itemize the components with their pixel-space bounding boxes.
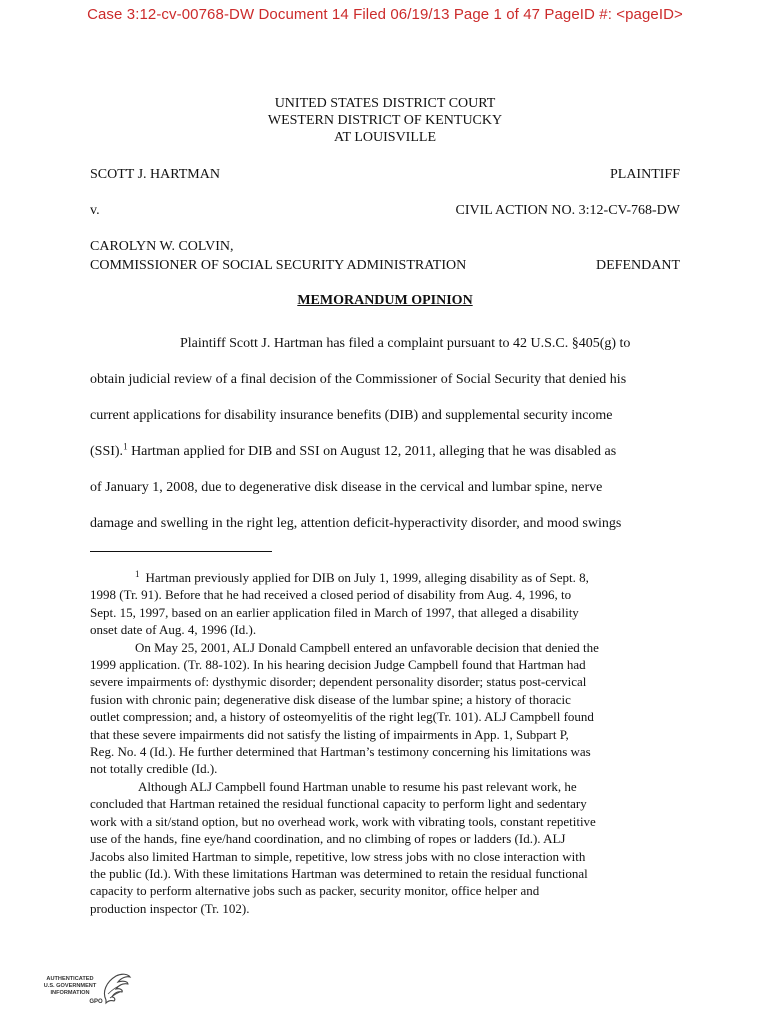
body-line: current applications for disability insurance benefits (DIB) and supplemental security income (90, 408, 613, 423)
versus: v. (90, 203, 100, 218)
footnote-line: use of the hands, fine eye/hand coordination, and no climbing of ropes or ladders (Id.). ALJ (90, 831, 566, 847)
document-title: MEMORANDUM OPINION (297, 293, 473, 308)
footnote-paragraph-1 (90, 569, 684, 639)
court-name: UNITED STATES DISTRICT COURT (274, 96, 496, 111)
footnote-paragraph-3 (90, 778, 684, 917)
court-caption (0, 95, 770, 146)
footnote-line: Jacobs also limited Hartman to simple, repetitive, low stress jobs with no close interaction with (90, 848, 586, 864)
footnote-line: Sept. 15, 1997, based on an earlier application filed in March of 1997, that alleged a disability (90, 604, 579, 620)
seal-line-2: U.S. GOVERNMENT (44, 983, 97, 989)
footnote-line: work with a sit/stand option, but no overhead work, work with vibrating tools, constant repetitive (90, 813, 596, 829)
footnote-line: that these severe impairments did not satisfy the listing of impairments in App. 1, Subpart P, (90, 726, 569, 742)
footnote-line: outlet compression; and, a history of osteomyelitis of the right leg(Tr. 101). ALJ Campbell found (90, 709, 594, 725)
defendant-name: CAROLYN W. COLVIN, (90, 239, 234, 254)
gpo-eagle-icon (44, 970, 134, 1010)
court-district: WESTERN DISTRICT OF KENTUCKY (267, 113, 503, 128)
footnote-reference[interactable]: 1 (123, 441, 128, 452)
body-line: of January 1, 2008, due to degenerative disk disease in the cervical and lumbar spine, nerve (90, 480, 603, 495)
body-line: obtain judicial review of a final decision of the Commissioner of Social Security that denied his (90, 372, 627, 387)
footnote-text: Hartman previously applied for DIB on July 1, 1999, alleging disability as of Sept. 8, (145, 570, 589, 585)
seal-line-3: INFORMATION (50, 990, 90, 996)
footnote-divider (90, 551, 272, 552)
defendant-label: DEFENDANT (596, 258, 680, 273)
footnote-line (90, 569, 684, 586)
footnote-line: Reg. No. 4 (Id.). He further determined that Hartman’s testimony concerning his limitations was (90, 744, 591, 760)
footnote-paragraph-2 (90, 639, 684, 778)
footnote-line: On May 25, 2001, ALJ Donald Campbell entered an unfavorable decision that denied the (135, 639, 599, 655)
footnote-line: severe impairments of: dysthymic disorder; dependent personality disorder; status post-cervical (90, 674, 587, 690)
footnote-line: the public (Id.). With these limitations Hartman was determined to retain the residual functional (90, 865, 588, 881)
plaintiff-name: SCOTT J. HARTMAN (90, 167, 220, 182)
defendant-title: COMMISSIONER OF SOCIAL SECURITY ADMINISTRATION (90, 258, 467, 273)
body-line: Plaintiff Scott J. Hartman has filed a complaint pursuant to 42 U.S.C. §405(g) to (180, 336, 631, 351)
body-line: damage and swelling in the right leg, attention deficit-hyperactivity disorder, and mood swings (90, 516, 622, 531)
footnote-line: concluded that Hartman retained the residual functional capacity to perform light and sedentary (90, 796, 587, 812)
body-line-rest: Hartman applied for DIB and SSI on August 12, 2011, alleging that he was disabled as (127, 444, 617, 459)
court-location: AT LOUISVILLE (333, 130, 436, 145)
gpo-authentication-seal (44, 970, 134, 1010)
eagle-outline (104, 974, 130, 1003)
footnote-line: Although ALJ Campbell found Hartman unable to resume his past relevant work, he (138, 778, 577, 794)
body-line (90, 434, 680, 470)
footnote-line: 1998 (Tr. 91). Before that he had received a closed period of disability from Aug. 4, 1996, to (90, 587, 572, 603)
seal-line-1: AUTHENTICATED (46, 976, 94, 982)
footnote-number: 1 (135, 568, 140, 579)
footnote-line: not totally credible (Id.). (90, 761, 218, 777)
footnote-line: fusion with chronic pain; degenerative disk disease of the lumbar spine; a history of thoracic (90, 691, 571, 707)
body-line-start: (SSI). (90, 444, 124, 459)
footnote-1 (90, 569, 684, 917)
footnote-line: 1999 application. (Tr. 88-102). In his hearing decision Judge Campbell found that Hartman had (90, 657, 586, 673)
plaintiff-label: PLAINTIFF (609, 167, 680, 182)
seal-line-4: GPO (89, 999, 103, 1005)
footnote-line: production inspector (Tr. 102). (90, 900, 250, 916)
footnote-line: onset date of Aug. 4, 1996 (Id.). (90, 622, 257, 638)
civil-action-number: CIVIL ACTION NO. 3:12-CV-768-DW (455, 203, 680, 218)
case-header: Case 3:12-cv-00768-DW Document 14 Filed 06/19/13 Page 1 of 47 PageID #: <pageID> (87, 6, 683, 23)
footnote-line: capacity to perform alternative jobs such as packer, security monitor, office helper and (90, 883, 540, 899)
opinion-body (90, 326, 680, 542)
